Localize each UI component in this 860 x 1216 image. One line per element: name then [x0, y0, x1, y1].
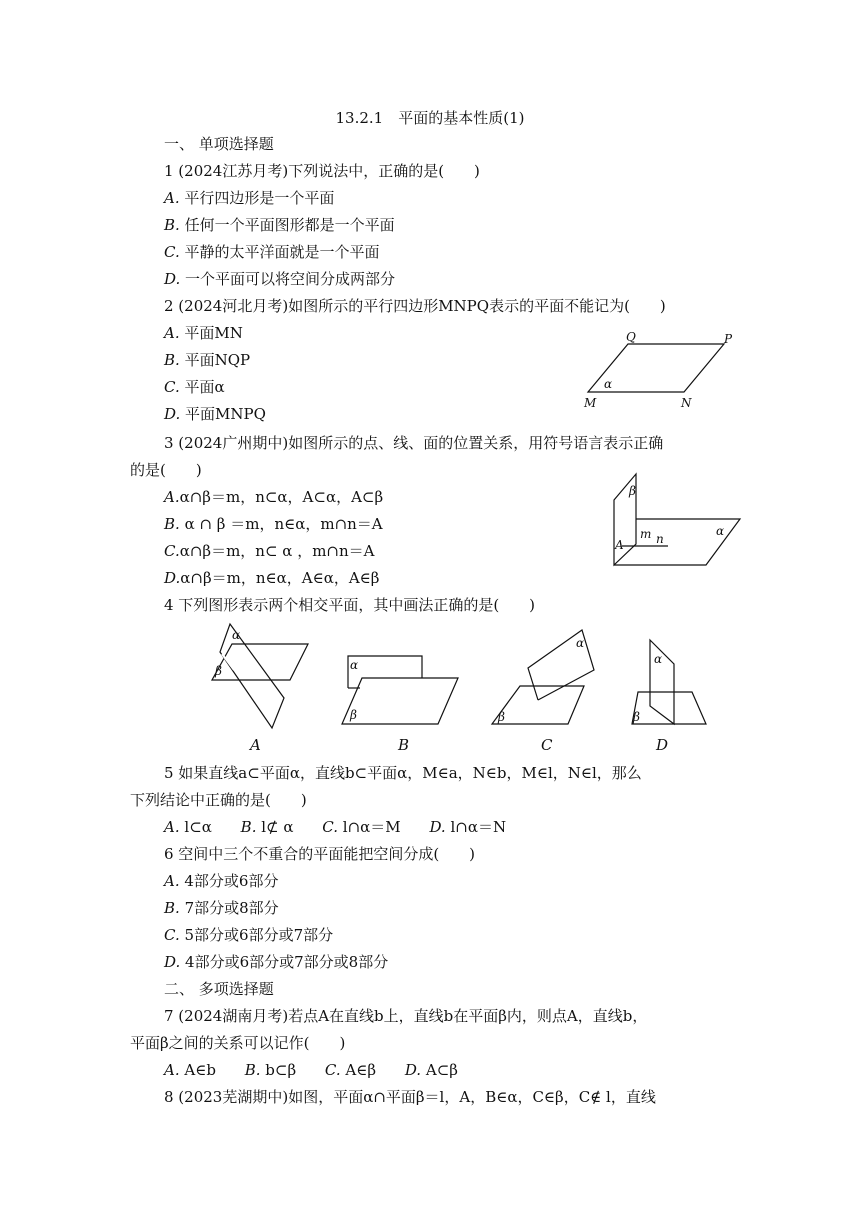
question-5-stem-line-1: 5 如果直线a⊂平面α，直线b⊂平面α，M∈a，N∈b，M∈l，N∈l，那么 — [164, 764, 642, 782]
option-text: 平面MNPQ — [185, 405, 266, 423]
plane-label-beta: β — [498, 710, 505, 724]
question-3-option-b — [164, 514, 383, 534]
figure-caption-c: C — [541, 736, 553, 754]
question-5-option-a — [164, 818, 212, 836]
question-4-stem: 4 下列图形表示两个相交平面，其中画法正确的是( ) — [164, 596, 536, 614]
option-letter: D. — [164, 270, 181, 288]
question-1-option-c — [164, 242, 380, 262]
question-8-stem-line-1: 8 (2023芜湖期中)如图，平面α∩平面β＝l，A，B∈α，C∈β，C∉ l，直线 — [164, 1088, 656, 1106]
figure-caption-a: A — [250, 736, 261, 754]
option-text: 平面α — [184, 378, 225, 396]
figure-caption-b: B — [398, 736, 410, 754]
question-5-stem-line-2: 下列结论中正确的是( ) — [130, 791, 307, 809]
plane-label-alpha: α — [350, 658, 359, 672]
figure-option-d — [628, 636, 708, 730]
option-letter: D. — [164, 569, 181, 587]
figure-d-drawing — [628, 636, 708, 730]
option-letter: C. — [322, 818, 339, 836]
question-6-stem: 6 空间中三个不重合的平面能把空间分成( ) — [164, 845, 476, 863]
vertex-label-n: N — [681, 396, 692, 410]
question-1-option-d — [164, 269, 395, 289]
option-letter: A. — [164, 324, 180, 342]
plane-alpha-shape — [220, 624, 284, 728]
plane-label-beta: β — [629, 484, 636, 498]
option-letter: C. — [164, 378, 180, 396]
question-7-stem-line-2: 平面β之间的关系可以记作( ) — [130, 1034, 346, 1052]
question-5-option-d — [429, 818, 506, 836]
option-letter: C. — [164, 243, 180, 261]
point-label-a: A — [615, 538, 624, 552]
option-text: 平面NQP — [184, 351, 251, 369]
figure-option-b — [340, 650, 460, 730]
option-letter: C. — [164, 926, 180, 944]
question-2-stem: 2 (2024河北月考)如图所示的平行四边形MNPQ表示的平面不能记为( ) — [164, 297, 666, 315]
option-letter: B. — [164, 515, 180, 533]
question-3-stem-line-2: 的是( ) — [130, 461, 202, 479]
question-2-option-d — [164, 404, 266, 424]
plane-label-alpha: α — [604, 377, 613, 391]
section-heading-single-choice: 一、 单项选择题 — [164, 135, 274, 153]
plane-beta-shape — [492, 686, 584, 724]
parallelogram-drawing — [584, 328, 744, 412]
option-letter: D. — [164, 405, 181, 423]
option-text: l∩α＝N — [450, 818, 507, 836]
question-7-option-a — [164, 1061, 216, 1079]
plane-label-alpha: α — [232, 628, 241, 642]
plane-label-alpha: α — [576, 636, 585, 650]
option-text: 4部分或6部分 — [184, 872, 279, 890]
line-label-m: m — [640, 527, 652, 541]
question-1-stem: 1 (2024江苏月考)下列说法中，正确的是( ) — [164, 162, 480, 180]
option-text: A⊂β — [425, 1061, 458, 1079]
question-3-option-d — [164, 568, 379, 588]
question-3-stem-line-1: 3 (2024广州期中)如图所示的点、线、面的位置关系，用符号语言表示正确 — [164, 434, 664, 452]
hidden-segment — [222, 654, 234, 670]
plane-label-beta: β — [215, 664, 222, 678]
figure-caption-d: D — [656, 736, 669, 754]
option-text: α∩β＝m，n⊂ α ，m∩n＝A — [179, 542, 375, 560]
option-text: 任何一个平面图形都是一个平面 — [184, 216, 395, 234]
option-text: 7部分或8部分 — [184, 899, 279, 917]
question-7-option-c — [325, 1061, 376, 1079]
question-5-option-c — [322, 818, 400, 836]
question-2-option-c — [164, 377, 225, 397]
option-letter: D. — [164, 953, 181, 971]
vertex-label-m: M — [584, 396, 597, 410]
parallelogram-figure — [584, 328, 744, 412]
line-label-n: n — [656, 532, 664, 546]
option-text: 平面MN — [184, 324, 243, 342]
option-letter: D. — [429, 818, 446, 836]
page-title: 13.2.1 平面的基本性质(1) — [335, 109, 525, 127]
option-letter: B. — [240, 818, 257, 836]
section-heading-multiple-choice: 二、 多项选择题 — [164, 980, 274, 998]
option-text: α∩β＝m，n⊂α，A⊂α，A⊂β — [179, 488, 384, 506]
question-7-stem-line-1: 7 (2024湖南月考)若点A在直线b上，直线b在平面β内，则点A，直线b， — [164, 1007, 648, 1025]
option-text: A∈β — [345, 1061, 377, 1079]
intersecting-planes-figure-q3 — [606, 470, 746, 570]
option-text: 5部分或6部分或7部分 — [184, 926, 334, 944]
figure-option-a — [202, 622, 312, 732]
plane-label-alpha: α — [654, 652, 663, 666]
option-letter: B. — [244, 1061, 261, 1079]
option-letter: A. — [164, 189, 180, 207]
option-text: α∩β＝m，n∈α，A∈α，A∈β — [180, 569, 380, 587]
question-7-option-b — [245, 1061, 296, 1079]
figure-option-c — [490, 628, 610, 728]
option-text: b⊂β — [265, 1061, 297, 1079]
question-1-option-a — [164, 188, 334, 208]
question-6-option-c — [164, 925, 333, 945]
plane-beta-shape — [632, 692, 706, 724]
question-2-option-b — [164, 350, 250, 370]
figure-c-drawing — [490, 628, 610, 728]
option-letter: A. — [164, 488, 180, 506]
option-text: 4部分或6部分或7部分或8部分 — [185, 953, 389, 971]
question-3-option-c — [164, 541, 375, 561]
question-6-option-b — [164, 898, 279, 918]
vertex-label-p: P — [724, 332, 733, 346]
option-letter: B. — [164, 899, 180, 917]
plane-label-alpha: α — [716, 524, 725, 538]
vertex-label-q: Q — [626, 330, 636, 344]
option-text: 平静的太平洋面就是一个平面 — [184, 243, 380, 261]
question-5-options — [164, 817, 506, 837]
option-text: A∈b — [184, 1061, 216, 1079]
option-letter: A. — [164, 1061, 180, 1079]
question-3-option-a — [164, 487, 383, 507]
option-letter: A. — [164, 818, 180, 836]
option-text: 一个平面可以将空间分成两部分 — [185, 270, 396, 288]
option-text: l⊄ α — [261, 818, 294, 836]
option-letter: B. — [164, 216, 180, 234]
option-text: 平行四边形是一个平面 — [184, 189, 335, 207]
question-2-option-a — [164, 323, 243, 343]
option-letter: C. — [164, 542, 180, 560]
option-text: α ∩ β ＝m，n∈α，m∩n＝A — [179, 515, 383, 533]
option-text: l⊂α — [184, 818, 212, 836]
question-7-option-d — [405, 1061, 458, 1079]
question-6-option-d — [164, 952, 388, 972]
question-5-option-b — [241, 818, 294, 836]
option-text: l∩α＝M — [342, 818, 401, 836]
question-6-option-a — [164, 871, 278, 891]
plane-label-beta: β — [350, 708, 357, 722]
plane-label-beta: β — [633, 710, 640, 724]
intersecting-planes-drawing — [606, 470, 746, 570]
option-letter: B. — [164, 351, 180, 369]
option-letter: C. — [324, 1061, 341, 1079]
question-1-option-b — [164, 215, 395, 235]
question-7-options — [164, 1060, 458, 1080]
plane-beta-shape — [342, 678, 458, 724]
option-letter: A. — [164, 872, 180, 890]
option-letter: D. — [404, 1061, 422, 1079]
